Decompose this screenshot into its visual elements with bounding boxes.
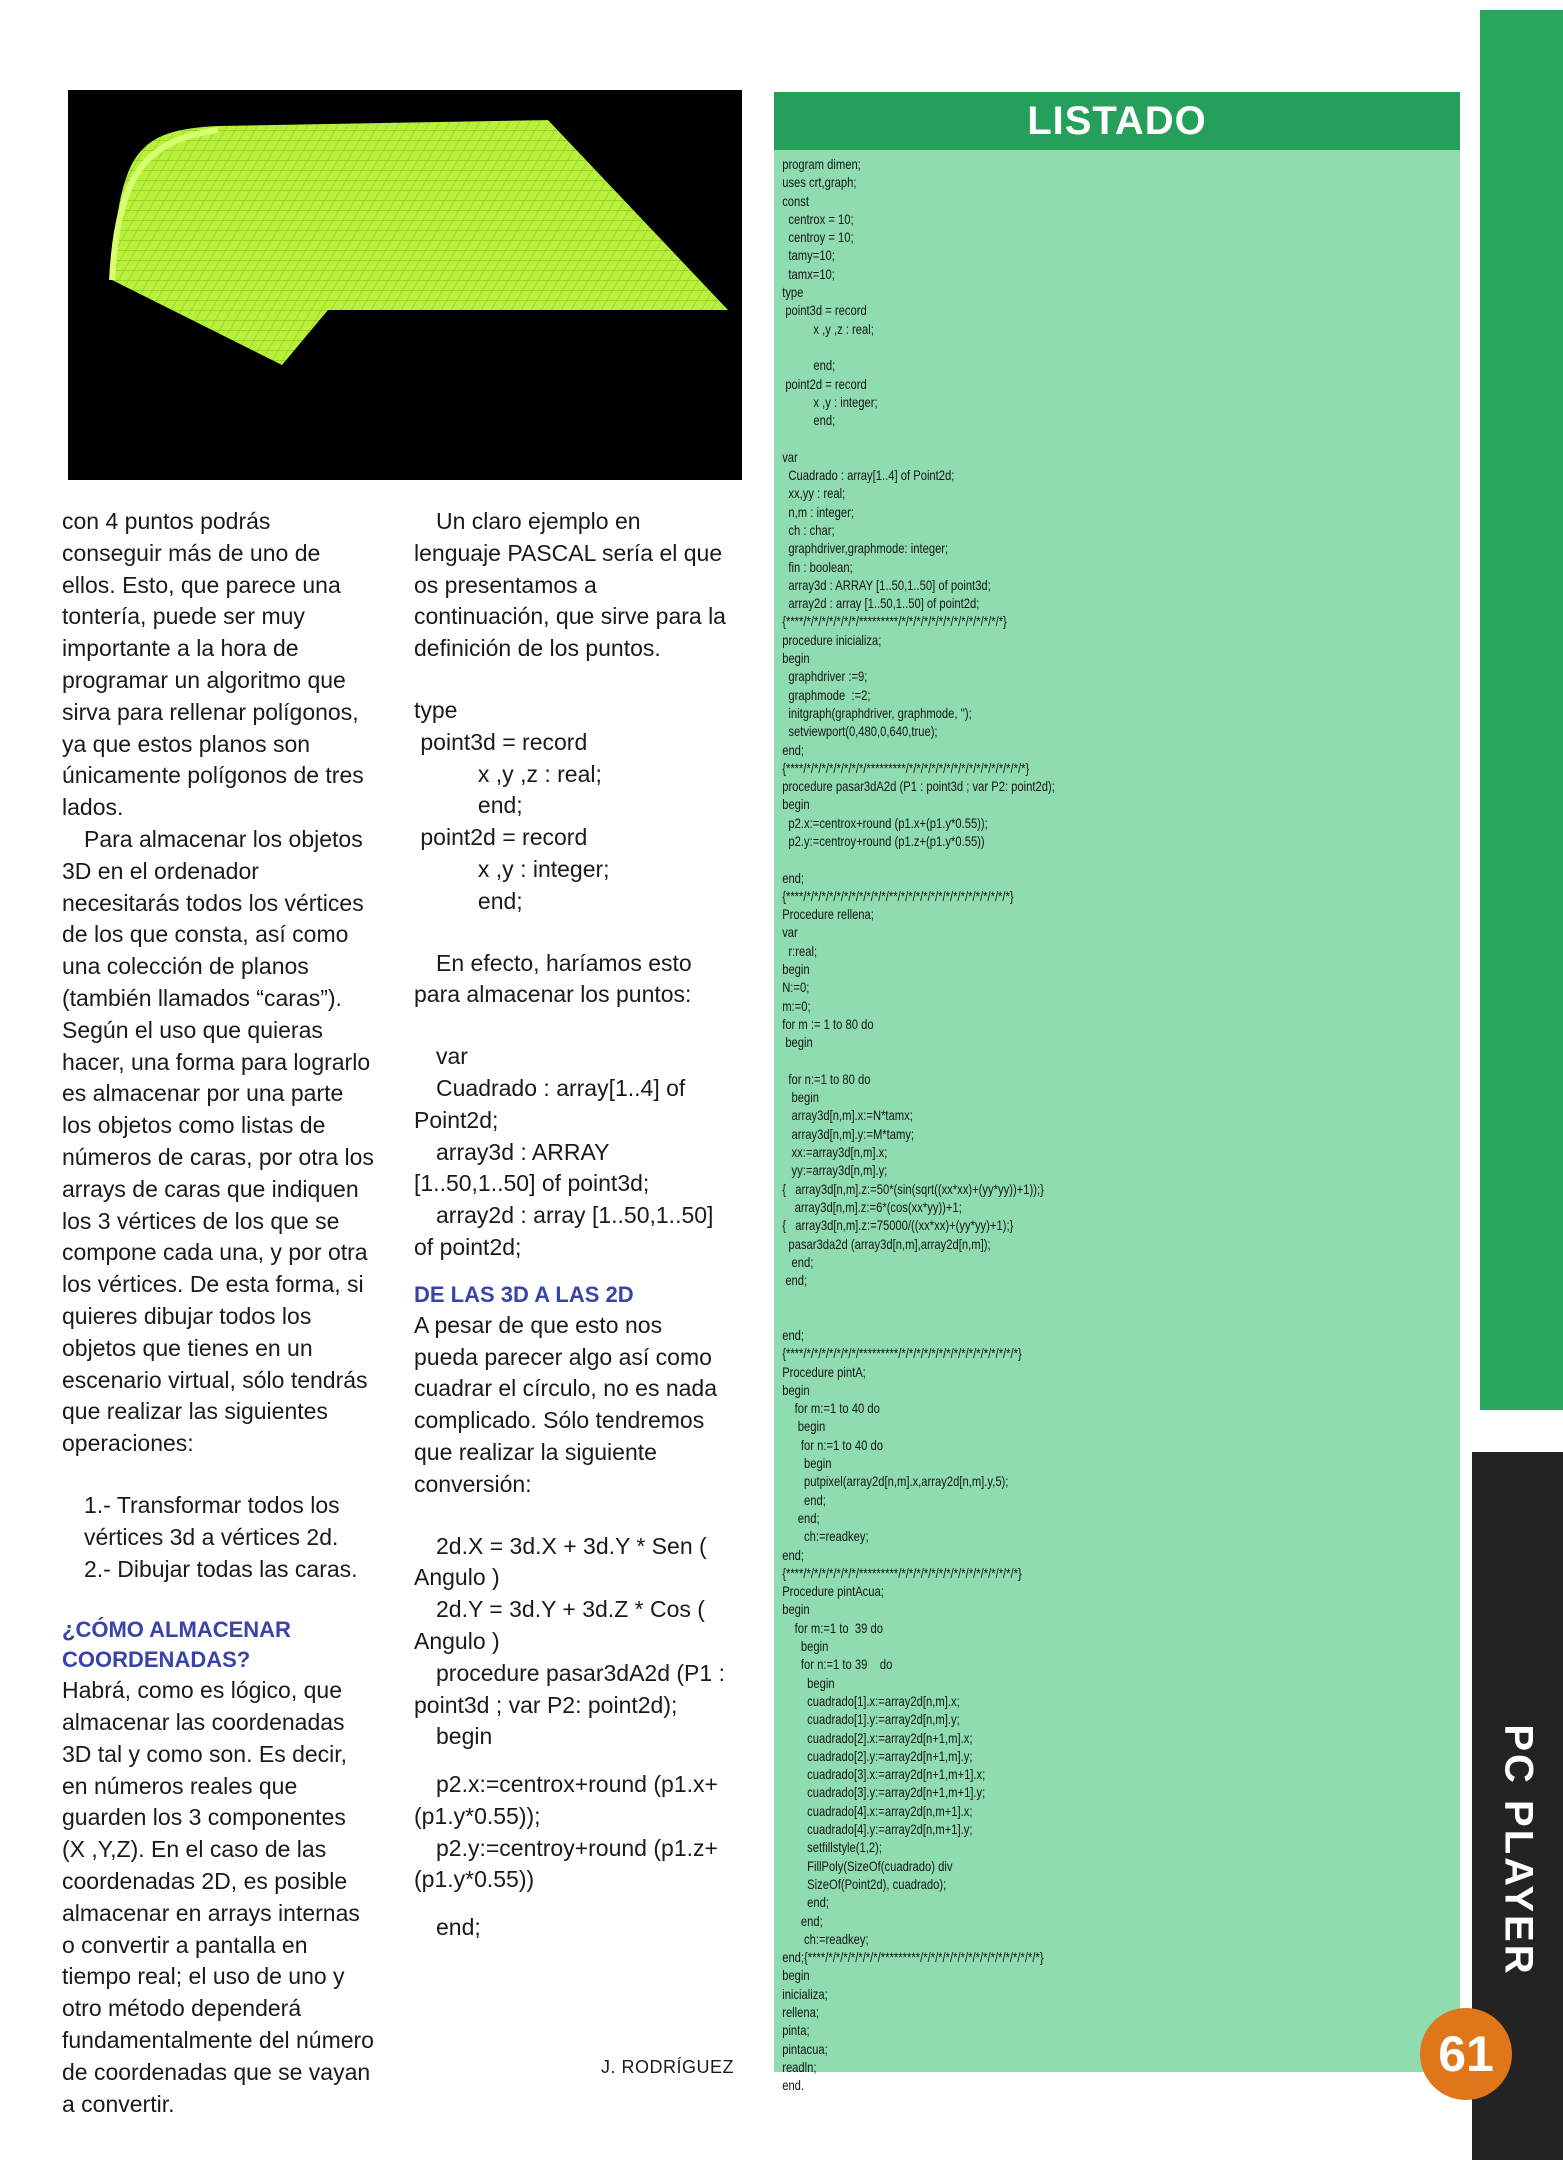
code-line: p2.x:=centrox+round (p1.x+(p1.y*0.55)); xyxy=(414,1771,718,1829)
code-line: p2.y:=centroy+round (p1.z+(p1.y*0.55)) xyxy=(414,1834,718,1893)
code-line: type xyxy=(414,696,458,723)
code-line: point2d = record xyxy=(414,824,588,851)
code-line: Cuadrado : array[1..4] of Point2d; xyxy=(414,1074,686,1133)
section-heading: DE LAS 3D A LAS 2D xyxy=(414,1281,634,1307)
listing-title: LISTADO xyxy=(774,92,1460,150)
section-heading: ¿CÓMO ALMACENAR COORDENADAS? xyxy=(62,1617,291,1673)
listing-code: program dimen; uses crt,graph; const centrox = 10; centroy = 10; tamy=10; tamx=10; type point3d = record x ,y ,z : real; end; point2d = record x ,y : integer; end; var Cuadrado : array[1..4] of Point2d; xx,yy : real; n,m : integer; ch : char; graphdriver,graphmode: integer; fin : boolean; array3d : ARRAY [1..50,1..50] of point3d; array2d : array [1..50,1..50] of point2d; {****/*/*/*/*/*/*/*/*********/*/*/*/*/*/*/*/*/*/*/*/*/*/*} procedure inicializa; begin graphdriver :=9; graphmode :=2; initgraph(graphdriver, graphmode, ''); setviewport(0,480,0,640,true); end; {****/*/*/*/*/*/*/*/*/*********/*/*/*/*/*/*/*/*/*/*/*/*/*/*/*/*} procedure pasar3dA2d (P1 : point3d ; var P2: point2d); begin p2.x:=centrox+round (p1.x+(p1.y*0.55)); p2.y:=centroy+round (p1.z+(p1.y*0.55)) end; {****/*/*/*/*/*/*/*/*/*/*/*/**/*/*/*/*/*/*/*/*/*/*/*/*/*/*/*} Procedure rellena; var r:real; begin N:=0; m:=0; for m := 1 to 80 do begin for n:=1 to 80 do begin array3d[n,m].x:=N*tamx; array3d[n,m].y:=M*tamy; xx:=array3d[n,m].x; yy:=array3d[n,m].y; { array3d[n,m].z:=50*(sin(sqrt((xx*xx)+(yy*yy))+1));} array3d[n,m].z:=6*(cos(xx*yy))+1; { array3d[n,m].z:=75000/((xx*xx)+(yy*yy)+1);} pasar3da2d (array3d[n,m],array2d[n,m]); end; end; end; {****/*/*/*/*/*/*/*/*********/*/*/*/*/*/*/*/*/*/*/*/*/*/*/*/*} Procedure pintA; begin for m:=1 to 40 do begin for n:=1 to 40 do begin putpixel(array2d[n,m].x,array2d[n,m].y,5); end; end; ch:=readkey; end; {****/*/*/*/*/*/*/*/*********/*/*/*/*/*/*/*/*/*/*/*/*/*/*/*/*} Procedure pintAcua; begin for m:=1 to 39 do begin for n:=1 to 39 do begin cuadrado[1].x:=array2d[n,m].x; cuadrado[1].y:=array2d[n,m].y; cuadrado[2].x:=array2d[n+1,m].x; cuadrado[2].y:=array2d[n+1,m].y; cuadrado[3].x:=array2d[n+1,m+1].x; cuadrado[3].y:=array2d[n+1,m+1].y; cuadrado[4].x:=array2d[n,m+1].x; cuadrado[4].y:=array2d[n,m+1].y; setfillstyle(1,2); FillPoly(SizeOf(cuadrado) div SizeOf(Point2d), cuadrado); end; end; ch:=readkey; end;{****/*/*/*/*/*/*/*/*********/*/*/*/*/*/*/*/*/*/*/*/*/*/*/*/*} begin inicializa; rellena; pinta; pintacua; readln; end. xyxy=(782,157,1055,2094)
code-line: array2d : array [1..50,1..50] of point2d; xyxy=(414,1202,714,1260)
code-line: end; xyxy=(414,887,523,914)
paragraph: Un claro ejemplo en lenguaje PASCAL sería el que os presentamos a continuación, que sirve para la definición de los puntos. xyxy=(414,508,726,662)
code-line: begin xyxy=(436,1723,493,1750)
paragraph: Para almacenar los objetos 3D en el ordenador necesitarás todos los vértices de los que consta, así como una colección de planos (también llamados “caras”). Según el uso que quieras hacer, una forma para lograrlo es almacenar por una parte los objetos como listas de números de caras, por otra los arrays de caras que indiquen los 3 vértices de los que se compone cada una, y por otra los vértices. De esta forma, si quieres dibujar todos los objetos que tienes en un escenario virtual, sólo tendrás que realizar las siguientes operaciones: xyxy=(62,825,374,1457)
code-line: point3d = record xyxy=(414,728,588,755)
code-line: var xyxy=(436,1043,468,1070)
code-line: x ,y ,z : real; xyxy=(414,760,602,787)
surface-plot-figure xyxy=(68,90,742,480)
section-label-text: PC PLAYER xyxy=(1496,1723,1541,1977)
paragraph: En efecto, haríamos esto para almacenar los puntos: xyxy=(414,949,692,1008)
column-left xyxy=(62,506,374,2120)
green-mesh-surface xyxy=(68,90,742,480)
list-item: 2.- Dibujar todas las caras. xyxy=(84,1555,358,1582)
code-line: x ,y : integer; xyxy=(414,855,610,882)
code-line: end; xyxy=(414,792,523,819)
code-line: end; xyxy=(436,1914,481,1941)
code-line: procedure pasar3dA2d (P1 : point3d ; var P2: point2d); xyxy=(414,1659,725,1718)
magazine-section-label xyxy=(1474,1700,1562,2000)
column-middle xyxy=(414,506,732,1944)
paragraph: Habrá, como es lógico, que almacenar las coordenadas 3D tal y como son. Es decir, en números reales que guarden los 3 componentes (X ,Y,Z). En el caso de las coordenadas 2D, es posible almacenar en arrays internas o convertir a pantalla en tiempo real; el uso de uno y otro método dependerá fundamentalmente del número de coordenadas que se vayan a convertir. xyxy=(62,1677,374,2117)
code-line: array3d : ARRAY [1..50,1..50] of point3d; xyxy=(414,1138,650,1197)
formula-line: 2d.X = 3d.X + 3d.Y * Sen ( Angulo ) xyxy=(414,1532,707,1591)
page-number-badge: 61 xyxy=(1420,2008,1512,2100)
paragraph: A pesar de que esto nos pueda parecer algo así como cuadrar el círculo, no es nada complicado. Sólo tendremos que realizar la siguiente conversión: xyxy=(414,1311,718,1497)
listing-box xyxy=(774,92,1460,2094)
paragraph: con 4 puntos podrás conseguir más de uno de ellos. Esto, que parece una tontería, puede ser muy importante a la hora de programar un algoritmo que sirva para rellenar polígonos, ya que estos planos son únicamente polígonos de tres lados. xyxy=(62,508,364,821)
side-accent-bar xyxy=(1480,10,1563,1410)
author-credit: J. RODRÍGUEZ xyxy=(600,2057,734,2077)
list-item: 1.- Transformar todos los vértices 3d a vértices 2d. xyxy=(84,1491,340,1550)
formula-line: 2d.Y = 3d.Y + 3d.Z * Cos ( Angulo ) xyxy=(414,1596,705,1654)
